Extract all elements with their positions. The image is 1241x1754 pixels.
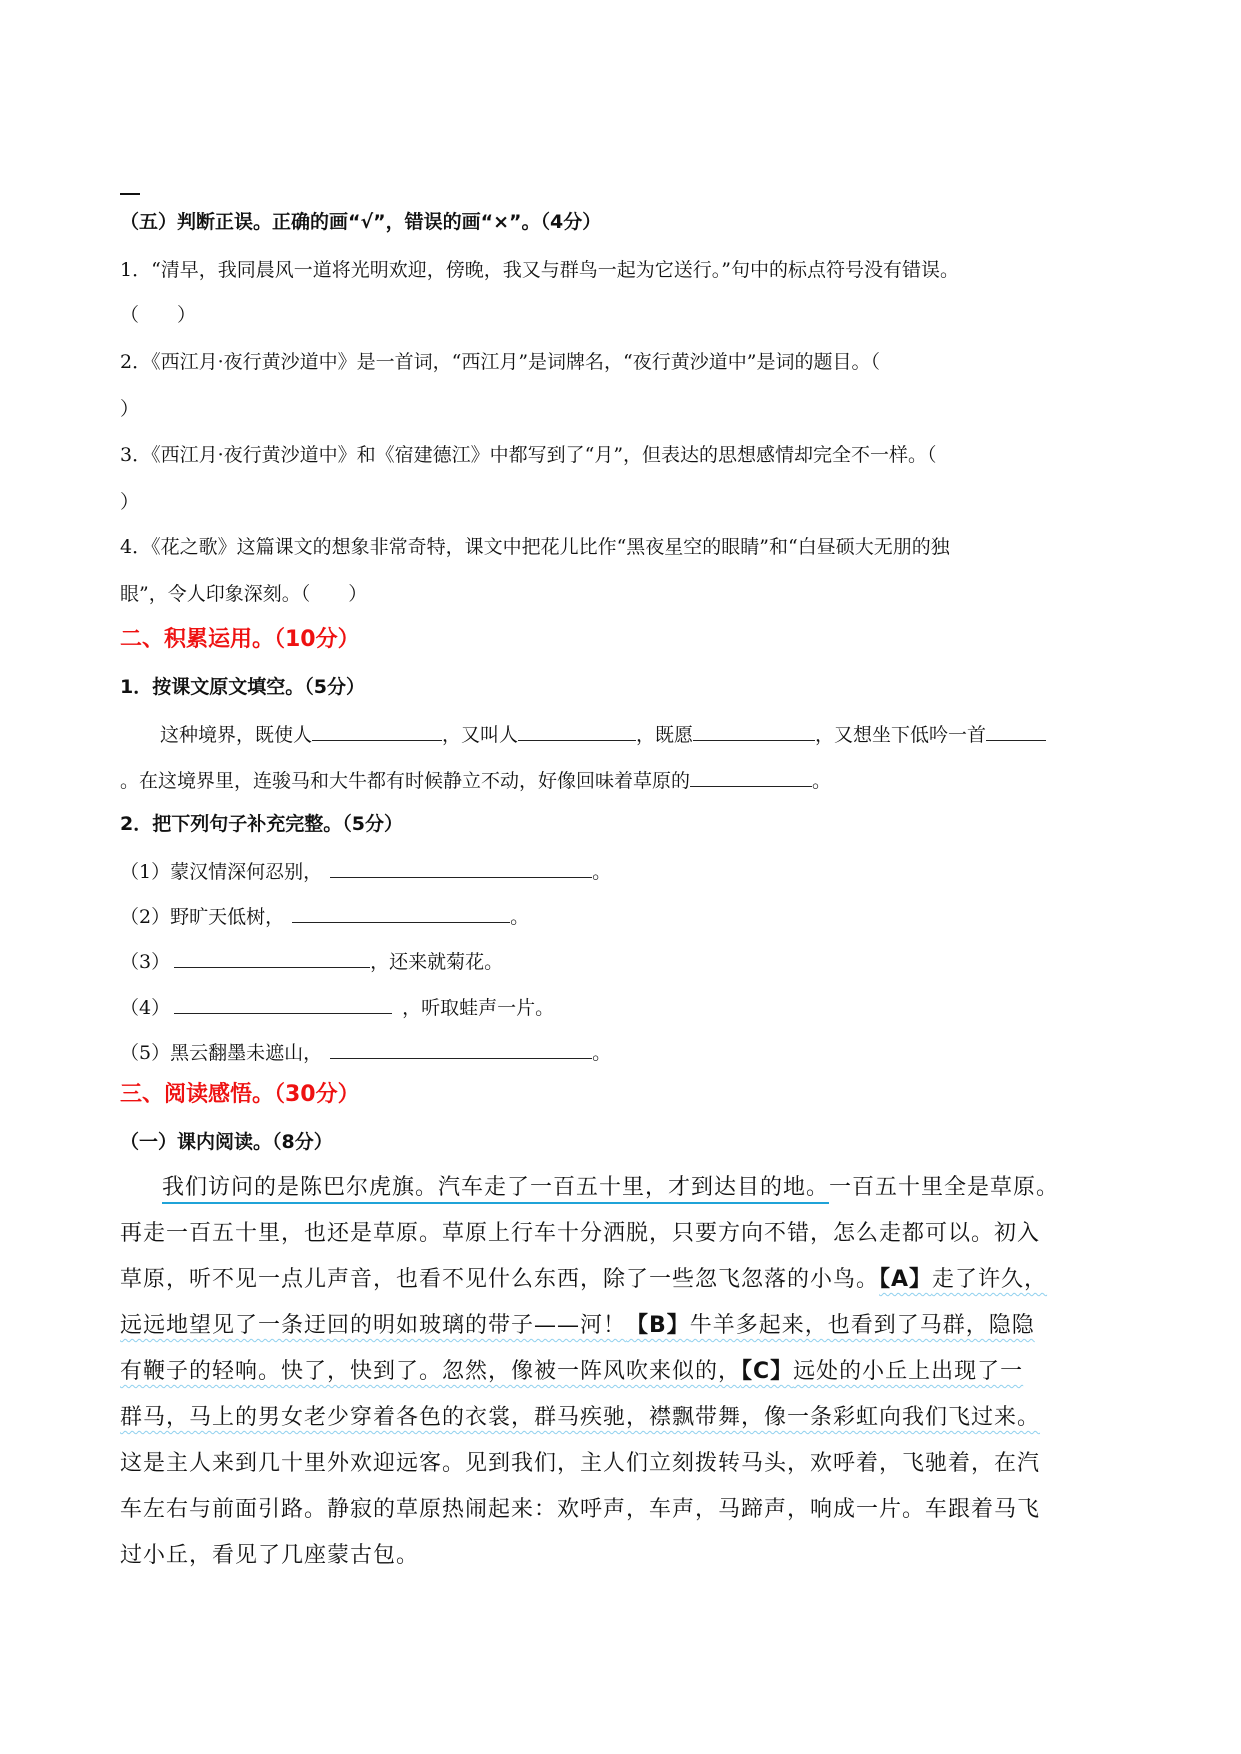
section5-heading: （五）判断正误。正确的画“√”，错误的画“×”。（4分） (120, 211, 602, 233)
complete-heading: 2．把下列句子补充完整。（5分） (120, 813, 403, 835)
passage-line-6: 群马，马上的男女老少穿着各色的衣裳，群马疾驰，襟飘带舞，像一条彩虹向我们飞过来。 (120, 1405, 1041, 1430)
item-end: 。 (592, 861, 612, 883)
wavy-text: 牛羊多起来，也看到了马群，隐隐 (689, 1313, 1035, 1338)
judge-item-3-answer[interactable]: ） (120, 491, 140, 513)
fill-blank-4[interactable] (986, 720, 1046, 741)
judge-item-2: 2．《西江月·夜行黄沙道中》是一首词，“西江月”是词牌名，“夜行黄沙道中”是词的题目。（ (120, 351, 880, 373)
complete-blank-2[interactable] (292, 902, 510, 923)
item-text: 黑云翻墨未遮山， (170, 1042, 323, 1064)
item-number: （5） (120, 1042, 171, 1064)
complete-item-3 (120, 947, 503, 974)
fill-text-6: 。 (812, 770, 832, 792)
fill-text-1: 这种境界，既使人 (160, 724, 313, 746)
item-number: （2） (120, 906, 171, 928)
complete-item-1 (120, 857, 611, 884)
passage-line-4 (120, 1303, 1120, 1349)
complete-item-4 (120, 993, 554, 1020)
fill-line-1 (160, 720, 1046, 747)
complete-blank-3[interactable] (174, 947, 370, 968)
fill-blank-5[interactable] (690, 766, 812, 787)
item-end: 。 (592, 1042, 612, 1064)
marker-c: 【C】 (741, 1359, 794, 1384)
passage-line-2: 再走一百五十里，也还是草原。草原上行车十分洒脱，只要方向不错，怎么走都可以。初入 (120, 1221, 1041, 1246)
judge-item-3: 3．《西江月·夜行黄沙道中》和《宿建德江》中都写到了“月”，但表达的思想感情却完全不一样。（ (120, 444, 937, 466)
fill-text-5: 。在这境界里，连骏马和大牛都有时候静立不动，好像回味着草原的 (120, 770, 691, 792)
item-end: ，听取蛙声一片。 (402, 997, 555, 1019)
fill-text-3: ，既愿 (636, 724, 694, 746)
passage-text: 草原，听不见一点儿声音，也看不见什么东西，除了一些忽飞忽落的小鸟。 (120, 1267, 880, 1292)
fill-line-2 (120, 766, 831, 793)
fill-text-4: ，又想坐下低吟一首 (815, 724, 987, 746)
item-text: 野旷天低树， (170, 906, 285, 928)
passage-line-3 (120, 1257, 1120, 1303)
judge-item-2-answer[interactable]: ） (120, 398, 140, 420)
item-number: （1） (120, 861, 171, 883)
complete-blank-5[interactable] (330, 1038, 592, 1059)
item-end: 。 (510, 906, 530, 928)
item-number: （3） (120, 951, 171, 973)
complete-blank-1[interactable] (330, 857, 592, 878)
complete-item-5 (120, 1038, 611, 1065)
reading-passage (120, 1165, 1120, 1579)
passage-text: 一百五十里全是草原。 (829, 1175, 1060, 1200)
fill-blank-1[interactable] (312, 720, 442, 741)
judge-item-4-answer[interactable]: 眼”，令人印象深刻。（ ） (120, 583, 368, 605)
wavy-text: 有鞭子的轻响。快了，快到了。忽然，像被一阵风吹来似的， (120, 1359, 742, 1384)
judge-item-1-answer[interactable]: （ ） (120, 304, 197, 326)
judge-item-4: 4．《花之歌》这篇课文的想象非常奇特，课文中把花儿比作“黑夜星空的眼睛”和“白昼硕大无朋的独 (120, 536, 950, 558)
top-dash (120, 193, 140, 195)
passage-line-7: 这是主人来到几十里外欢迎远客。见到我们，主人们立刻拨转马头，欢呼着，飞驰着，在汽 (120, 1451, 1041, 1476)
reading-heading: （一）课内阅读。（8分） (120, 1131, 333, 1153)
complete-item-2 (120, 902, 529, 929)
fill-text-2: ，又叫人 (442, 724, 519, 746)
wavy-text: 远处的小丘上出现了一 (793, 1359, 1024, 1384)
judge-item-1: 1．“清早，我同晨风一道将光明欢迎，傍晚，我又与群鸟一起为它送行。”句中的标点符号没有错误。 (120, 259, 960, 281)
item-text: 蒙汉情深何忍别， (170, 861, 323, 883)
passage-line-5 (120, 1349, 1120, 1395)
complete-blank-4[interactable] (174, 993, 392, 1014)
wavy-text: 远远地望见了一条迂回的明如玻璃的带子——河！ (120, 1313, 627, 1338)
section3-heading: 三、阅读感悟。（30分） (120, 1082, 360, 1107)
item-end: ，还来就菊花。 (370, 951, 504, 973)
fill-heading: 1．按课文原文填空。（5分） (120, 676, 365, 698)
fill-blank-2[interactable] (518, 720, 636, 741)
underlined-sentence: 我们访问的是陈巴尔虎旗。汽车走了一百五十里，才到达目的地。 (162, 1175, 829, 1204)
marker-a: 【A】 (879, 1267, 933, 1292)
marker-b: 【B】 (626, 1313, 690, 1338)
fill-blank-3[interactable] (693, 720, 815, 741)
passage-line-1 (120, 1165, 1120, 1211)
section2-heading: 二、积累运用。（10分） (120, 627, 360, 652)
item-number: （4） (120, 997, 171, 1019)
passage-line-9: 过小丘，看见了几座蒙古包。 (120, 1543, 420, 1568)
wavy-text: 走了许久， (932, 1267, 1048, 1292)
passage-line-8: 车左右与前面引路。静寂的草原热闹起来：欢呼声，车声，马蹄声，响成一片。车跟着马飞 (120, 1497, 1041, 1522)
